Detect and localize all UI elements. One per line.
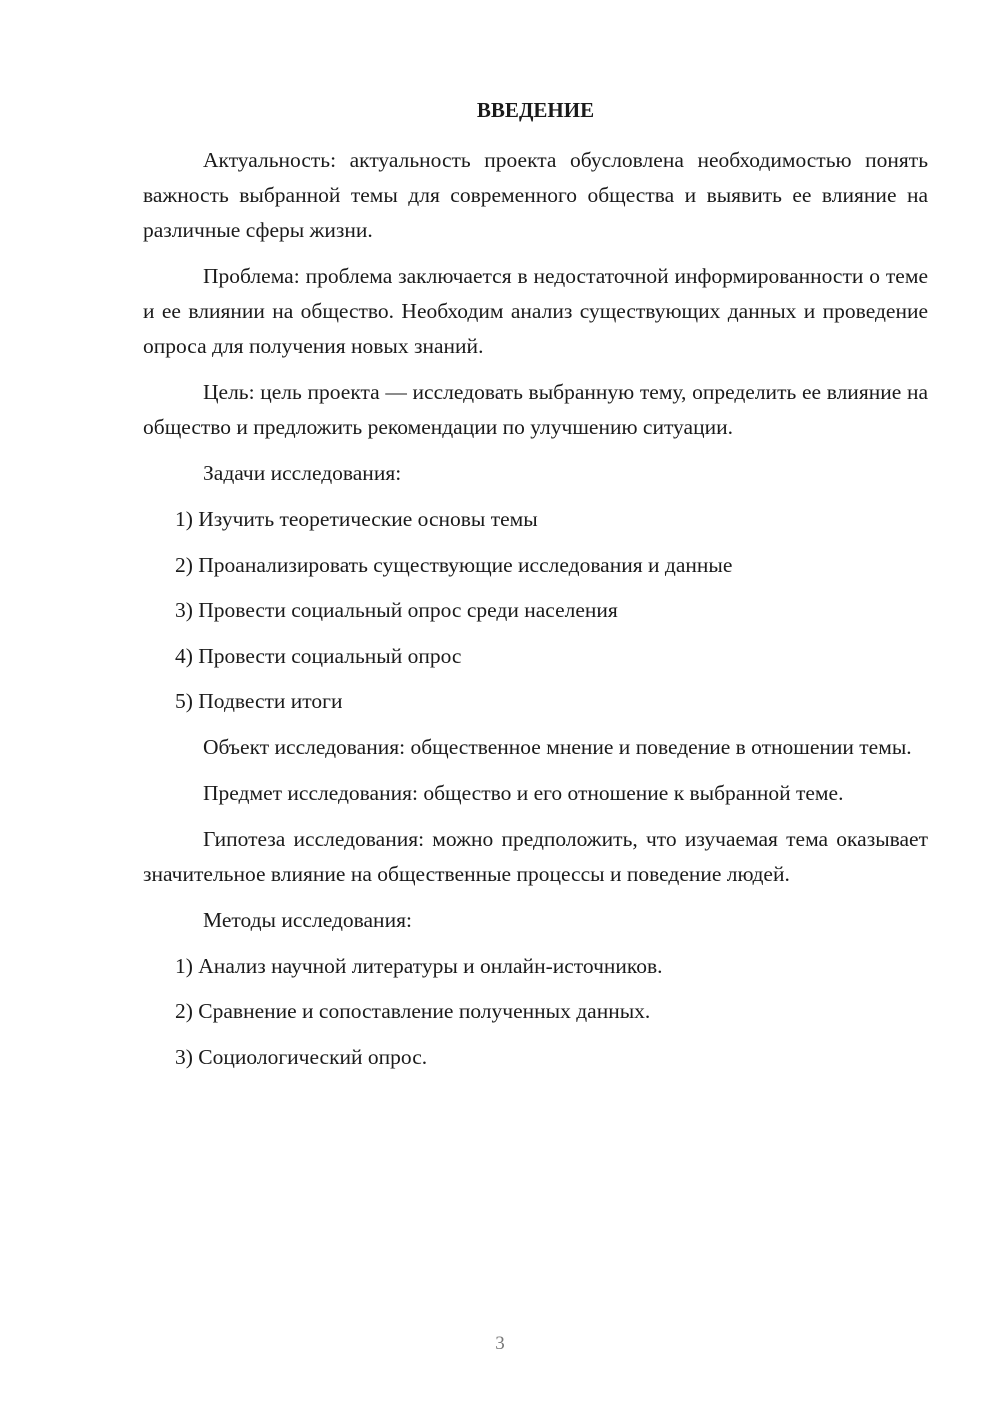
list-item: 2) Сравнение и сопоставление полученных данных. xyxy=(175,999,651,1023)
list-item: 3) Социологический опрос. xyxy=(175,1044,428,1069)
goal-paragraph: Цель: цель проекта — исследовать выбранную тему, определить ее влияние на общество и предложить рекомендации по улучшению ситуации. xyxy=(143,380,928,439)
relevance-paragraph: Актуальность: актуальность проекта обусловлена необходимостью понять важность выбранной темы для современного общества и выявить ее влияние на различные сферы жизни. xyxy=(143,148,928,242)
tasks-heading: Задачи исследования: xyxy=(203,461,402,485)
tasks-list xyxy=(143,502,928,719)
problem-paragraph: Проблема: проблема заключается в недостаточной информированности о теме и ее влиянии на общество. Необходим анализ существующих данных и проведение опроса для получения новых знаний. xyxy=(143,264,928,358)
list-item: 2) Проанализировать существующие исследования и данные xyxy=(175,552,733,577)
subject-paragraph: Предмет исследования: общество и его отношение к выбранной теме. xyxy=(203,780,844,805)
list-item: 4) Провести социальный опрос xyxy=(175,643,462,668)
page-title: ВВЕДЕНИЕ xyxy=(476,98,595,122)
hypothesis-paragraph: Гипотеза исследования: можно предположить, что изучаемая тема оказывает значительное влияние на общественные процессы и поведение людей. xyxy=(143,826,928,886)
list-item: 1) Изучить теоретические основы темы xyxy=(175,507,538,531)
methods-list xyxy=(143,949,928,1075)
list-item: 1) Анализ научной литературы и онлайн-источников. xyxy=(175,953,663,978)
page-number: 3 xyxy=(495,1333,505,1354)
methods-heading: Методы исследования: xyxy=(203,907,412,932)
object-paragraph: Объект исследования: общественное мнение и поведение в отношении темы. xyxy=(203,734,912,759)
document-page xyxy=(143,95,928,1085)
list-item: 3) Провести социальный опрос среди населения xyxy=(175,598,618,622)
list-item: 5) Подвести итоги xyxy=(175,689,343,713)
